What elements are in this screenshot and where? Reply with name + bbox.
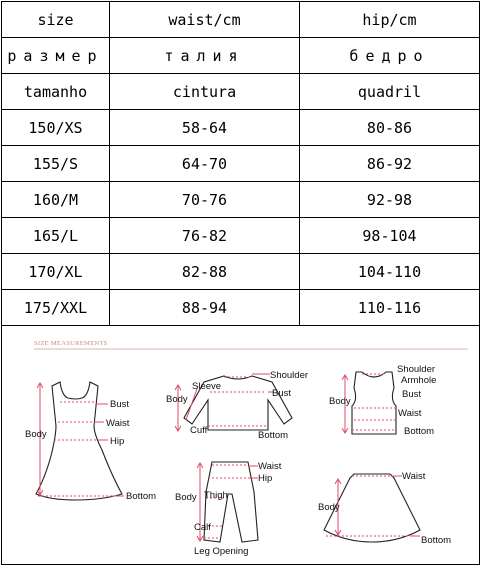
waist-cell: 64-70 — [110, 146, 300, 182]
skirt-bottom-label: Bottom — [421, 535, 452, 546]
top-sleeve-label: Sleeve — [192, 381, 222, 392]
waist-cell: 88-94 — [110, 290, 300, 326]
waist-cell: 58-64 — [110, 110, 300, 146]
size-cell: 150/XS — [2, 110, 110, 146]
long-sleeve-top-figure — [166, 370, 308, 441]
skirt-waist-label: Waist — [402, 471, 426, 482]
tank-shoulder-label: Shoulder — [397, 364, 436, 375]
header-cell: quadril — [300, 74, 480, 110]
tank-waist-label: Waist — [398, 408, 422, 419]
pants-thigh-label: Thigh — [204, 490, 228, 501]
size-cell: 175/XXL — [2, 290, 110, 326]
hip-cell: 104-110 — [300, 254, 480, 290]
header-cell: size — [2, 2, 110, 38]
hip-cell: 80-86 — [300, 110, 480, 146]
hip-cell: 86-92 — [300, 146, 480, 182]
dress-bust-label: Bust — [110, 399, 130, 410]
pants-leg-opening-label: Leg Opening — [194, 546, 249, 557]
tank-bottom-label: Bottom — [404, 426, 435, 437]
pants-body-label: Body — [175, 492, 197, 503]
table-row — [2, 218, 480, 254]
measurements-illustration — [2, 326, 479, 564]
dress-body-label: Body — [25, 429, 47, 440]
header-row-russian — [2, 38, 480, 74]
size-cell: 165/L — [2, 218, 110, 254]
header-cell: размер — [2, 38, 110, 74]
table-row — [2, 182, 480, 218]
top-body-label: Body — [166, 394, 188, 405]
table-row — [2, 110, 480, 146]
header-cell: tamanho — [2, 74, 110, 110]
size-measurements-diagram — [1, 326, 480, 565]
hip-cell: 92-98 — [300, 182, 480, 218]
hip-cell: 110-116 — [300, 290, 480, 326]
pants-waist-label: Waist — [258, 461, 282, 472]
dress-hip-label: Hip — [110, 436, 125, 447]
pants-figure — [175, 461, 282, 557]
pants-hip-label: Hip — [258, 473, 273, 484]
header-row-portuguese — [2, 74, 480, 110]
size-cell: 155/S — [2, 146, 110, 182]
header-cell: бедро — [300, 38, 480, 74]
waist-cell: 82-88 — [110, 254, 300, 290]
table-row — [2, 290, 480, 326]
dress-bottom-label: Bottom — [126, 491, 157, 502]
header-row-english — [2, 2, 480, 38]
table-row — [2, 146, 480, 182]
skirt-figure — [318, 471, 451, 546]
diagram-title: SIZE MEASUREMENTS — [34, 340, 108, 347]
tank-armhole-label: Armhole — [401, 375, 437, 386]
top-shoulder-label: Shoulder — [270, 370, 309, 381]
size-cell: 160/M — [2, 182, 110, 218]
header-cell: cintura — [110, 74, 300, 110]
header-cell: waist/cm — [110, 2, 300, 38]
top-bust-label: Bust — [272, 388, 292, 399]
skirt-body-label: Body — [318, 502, 340, 513]
tank-bust-label: Bust — [402, 389, 422, 400]
top-cuff-label: Cuff — [190, 425, 208, 436]
size-chart-table — [1, 1, 480, 326]
hip-cell: 98-104 — [300, 218, 480, 254]
table-row — [2, 254, 480, 290]
pants-calf-label: Calf — [194, 522, 211, 533]
header-cell: hip/cm — [300, 2, 480, 38]
waist-cell: 76-82 — [110, 218, 300, 254]
waist-cell: 70-76 — [110, 182, 300, 218]
header-cell: талия — [110, 38, 300, 74]
dress-waist-label: Waist — [106, 418, 130, 429]
size-cell: 170/XL — [2, 254, 110, 290]
dress-figure — [25, 382, 156, 502]
tank-top-figure — [329, 364, 436, 437]
tank-body-label: Body — [329, 396, 351, 407]
top-bottom-label: Bottom — [258, 430, 289, 441]
